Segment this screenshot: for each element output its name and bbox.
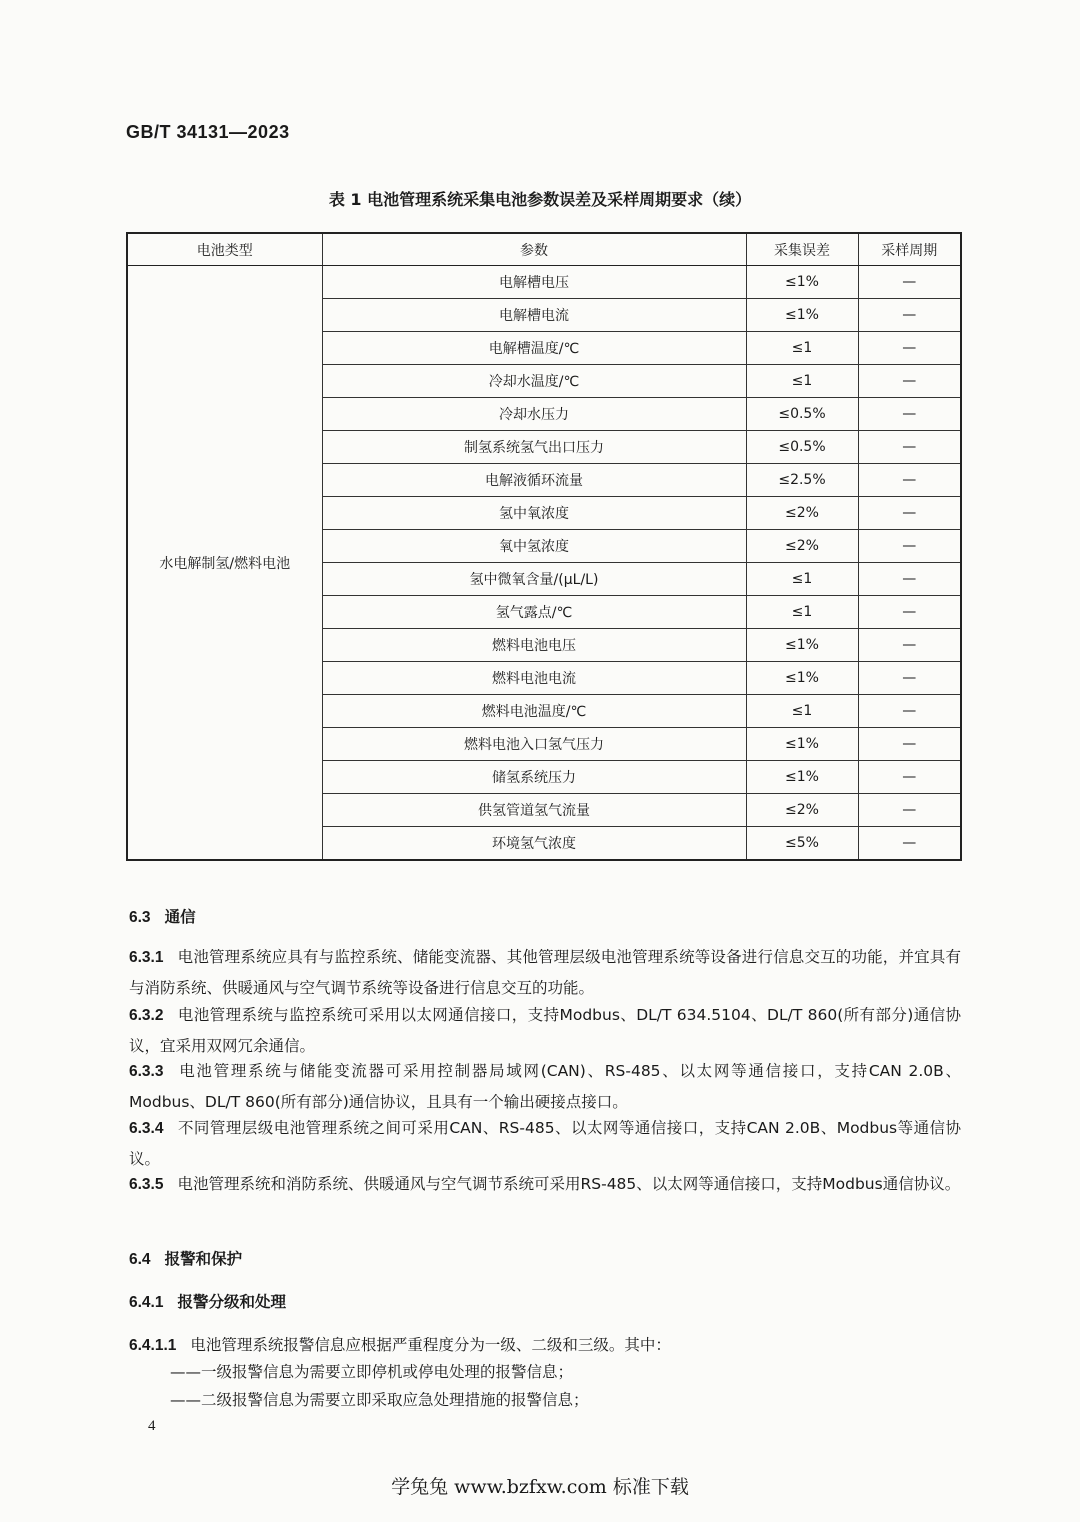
section-6-3-heading: 6.3 通信 — [129, 908, 196, 926]
period-cell: — — [858, 695, 961, 728]
standard-number: GB/T 34131—2023 — [126, 122, 290, 142]
parameter-cell: 电解槽电流 — [322, 299, 746, 332]
error-cell: ≤2% — [746, 794, 858, 827]
parameter-cell: 氧中氢浓度 — [322, 530, 746, 563]
error-cell: ≤2% — [746, 530, 858, 563]
error-cell: ≤1 — [746, 332, 858, 365]
parameter-cell: 氢中氧浓度 — [322, 497, 746, 530]
parameter-cell: 燃料电池电压 — [322, 629, 746, 662]
table-title: 表 1 电池管理系统采集电池参数误差及采样周期要求（续） — [328, 190, 752, 209]
error-cell: ≤1 — [746, 563, 858, 596]
period-cell: — — [858, 332, 961, 365]
period-cell: — — [858, 431, 961, 464]
period-cell: — — [858, 662, 961, 695]
column-header: 参数 — [322, 233, 746, 266]
parameter-cell: 储氢系统压力 — [322, 761, 746, 794]
error-cell: ≤1 — [746, 365, 858, 398]
page-number: 4 — [148, 1418, 156, 1434]
footer-watermark: 学兔兔 www.bzfxw.com 标准下载 — [391, 1476, 689, 1498]
clause-6-3-4: 6.3.4 不同管理层级电池管理系统之间可采用CAN、RS-485、以太网等通信接口，支持CAN 2.0B、Modbus等通信协议。 — [129, 1119, 961, 1168]
period-cell: — — [858, 827, 961, 861]
period-cell: — — [858, 563, 961, 596]
section-6-4-1-heading: 6.4.1 报警分级和处理 — [129, 1293, 286, 1311]
clause-6-3-2: 6.3.2 电池管理系统与监控系统可采用以太网通信接口，支持Modbus、DL/T 634.5104、DL/T 860(所有部分)通信协议，宜采用双网冗余通信。 — [129, 1006, 961, 1055]
column-header: 采样周期 — [858, 233, 961, 266]
parameter-cell: 氢中微氧含量/(μL/L) — [322, 563, 746, 596]
column-header: 电池类型 — [127, 233, 322, 266]
table-header-row — [127, 233, 961, 266]
error-cell: ≤5% — [746, 827, 858, 861]
period-cell: — — [858, 761, 961, 794]
dash-item-level-1: ——一级报警信息为需要立即停机或停电处理的报警信息； — [170, 1363, 574, 1381]
dash-item-level-2: ——二级报警信息为需要立即采取应急处理措施的报警信息； — [170, 1391, 589, 1409]
period-cell: — — [858, 596, 961, 629]
error-cell: ≤1 — [746, 596, 858, 629]
error-cell: ≤0.5% — [746, 398, 858, 431]
period-cell: — — [858, 794, 961, 827]
period-cell: — — [858, 497, 961, 530]
parameter-cell: 冷却水温度/℃ — [322, 365, 746, 398]
error-cell: ≤1% — [746, 761, 858, 794]
parameter-cell: 燃料电池入口氢气压力 — [322, 728, 746, 761]
period-cell: — — [858, 266, 961, 299]
clause-6-3-3: 6.3.3 电池管理系统与储能变流器可采用控制器局域网(CAN)、RS-485、以太网等通信接口，支持CAN 2.0B、Modbus、DL/T 860(所有部分)通信协议，且具有一个输出硬接点接口。 — [129, 1062, 961, 1111]
period-cell: — — [858, 365, 961, 398]
error-cell: ≤1% — [746, 728, 858, 761]
error-cell: ≤0.5% — [746, 431, 858, 464]
error-cell: ≤1% — [746, 266, 858, 299]
error-cell: ≤2.5% — [746, 464, 858, 497]
parameter-table — [126, 232, 962, 861]
error-cell: ≤1% — [746, 629, 858, 662]
parameter-cell: 燃料电池电流 — [322, 662, 746, 695]
section-6-4-heading: 6.4 报警和保护 — [129, 1250, 243, 1268]
error-cell: ≤2% — [746, 497, 858, 530]
parameter-cell: 供氢管道氢气流量 — [322, 794, 746, 827]
battery-type-cell: 水电解制氢/燃料电池 — [127, 266, 322, 861]
column-header: 采集误差 — [746, 233, 858, 266]
error-cell: ≤1 — [746, 695, 858, 728]
clause-6-3-1: 6.3.1 电池管理系统应具有与监控系统、储能变流器、其他管理层级电池管理系统等设备进行信息交互的功能，并宜具有与消防系统、供暖通风与空气调节系统等设备进行信息交互的功能。 — [129, 948, 961, 997]
table-row — [127, 266, 961, 299]
parameter-cell: 电解液循环流量 — [322, 464, 746, 497]
parameter-cell: 电解槽温度/℃ — [322, 332, 746, 365]
period-cell: — — [858, 464, 961, 497]
error-cell: ≤1% — [746, 662, 858, 695]
period-cell: — — [858, 530, 961, 563]
parameter-cell: 氢气露点/℃ — [322, 596, 746, 629]
period-cell: — — [858, 398, 961, 431]
period-cell: — — [858, 299, 961, 332]
period-cell: — — [858, 629, 961, 662]
parameter-cell: 环境氢气浓度 — [322, 827, 746, 861]
parameter-cell: 制氢系统氢气出口压力 — [322, 431, 746, 464]
clause-6-4-1-1: 6.4.1.1 电池管理系统报警信息应根据严重程度分为一级、二级和三级。其中： — [129, 1336, 671, 1354]
period-cell: — — [858, 728, 961, 761]
clause-6-3-5: 6.3.5 电池管理系统和消防系统、供暖通风与空气调节系统可采用RS-485、以太网等通信接口，支持Modbus通信协议。 — [129, 1175, 961, 1193]
error-cell: ≤1% — [746, 299, 858, 332]
parameter-cell: 电解槽电压 — [322, 266, 746, 299]
parameter-cell: 冷却水压力 — [322, 398, 746, 431]
parameter-cell: 燃料电池温度/℃ — [322, 695, 746, 728]
